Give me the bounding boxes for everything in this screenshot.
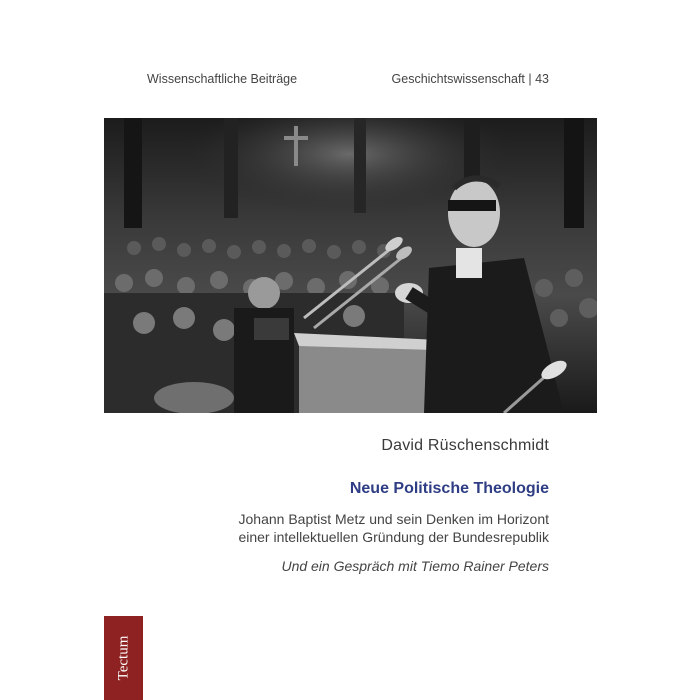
- series-label: Wissenschaftliche Beiträge: [147, 72, 298, 86]
- cover-photo: [104, 118, 597, 413]
- book-title: Neue Politische Theologie: [349, 480, 549, 497]
- cover-photo-illustration: [104, 118, 597, 413]
- subtitle-line: einer intellektuellen Gründung der Bundesrepublik: [238, 529, 549, 545]
- publisher-tab: [104, 616, 143, 700]
- subtitle-line: Johann Baptist Metz und sein Denken im Horizont: [238, 511, 549, 527]
- publisher-logo: Tectum: [115, 635, 131, 681]
- series-volume: Geschichtswissenschaft | 43: [391, 72, 549, 86]
- book-subtitle: [149, 510, 549, 546]
- book-addendum: Und ein Gespräch mit Tiemo Rainer Peters: [281, 558, 549, 574]
- author-name: David Rüschenschmidt: [381, 437, 549, 454]
